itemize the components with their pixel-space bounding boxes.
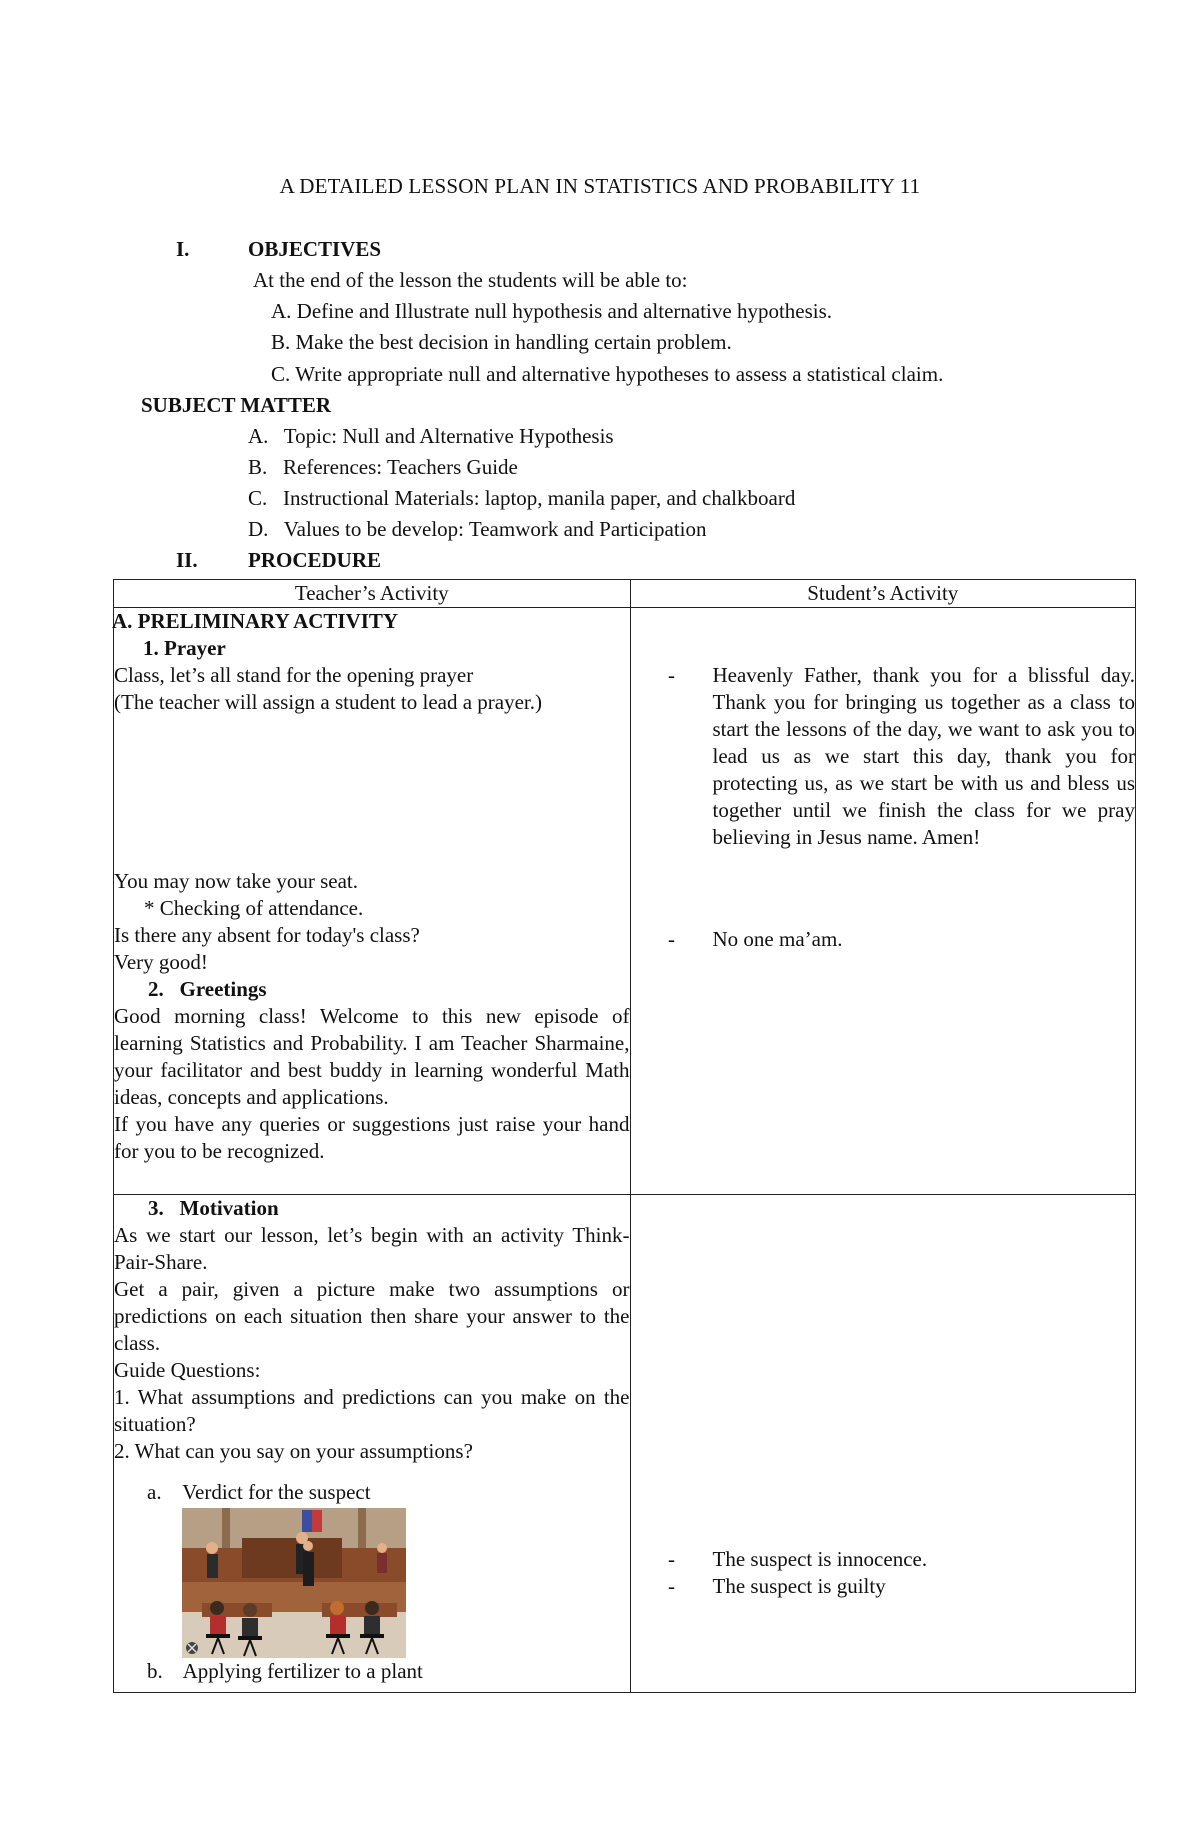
spacer [631, 608, 1136, 662]
subject-matter-item: C. Instructional Materials: laptop, manila paper, and chalkboard [248, 486, 796, 510]
subject-matter-heading: SUBJECT MATTER [141, 393, 332, 417]
prayer-instruction: Class, let’s all stand for the opening prayer [114, 663, 474, 687]
student-response [631, 662, 1136, 851]
subject-matter-item: A. Topic: Null and Alternative Hypothesis [248, 424, 614, 448]
dash-bullet: - [668, 663, 675, 687]
subject-matter-item: B. References: Teachers Guide [248, 455, 518, 479]
student-response [631, 1573, 1136, 1600]
procedure-heading [176, 548, 381, 573]
objectives-intro: At the end of the lesson the students will be able to: [253, 268, 688, 292]
objective-item: C. Write appropriate null and alternative hypotheses to assess a statistical claim. [271, 362, 944, 386]
student-answer: The suspect is guilty [712, 1574, 886, 1598]
guide-questions-heading: Guide Questions: [114, 1358, 261, 1382]
spacer [631, 851, 1136, 926]
motivation-intro: As we start our lesson, let’s begin with an activity Think-Pair-Share. [114, 1223, 630, 1274]
greetings-text: Good morning class! Welcome to this new episode of learning Statistics and Probability. I am Teacher Sharmaine, your facilitator and best buddy in learning wonderful Math ideas, concepts and applications. [114, 1004, 630, 1109]
absent-question: Is there any absent for today's class? [114, 923, 420, 947]
student-answer: The suspect is innocence. [712, 1547, 928, 1571]
dash-bullet: - [668, 927, 675, 951]
objectives-heading [176, 237, 381, 262]
objective-item: B. Make the best decision in handling certain problem. [271, 330, 732, 354]
teacher-activity-cell [114, 1195, 631, 1693]
student-activity-cell [630, 608, 1136, 1195]
subject-matter-item: D. Values to be develop: Teamwork and Participation [248, 517, 707, 541]
attendance-line: * Checking of attendance. [144, 896, 364, 920]
student-activity-header: Student’s Activity [630, 580, 1136, 608]
procedure-numeral: II. [176, 548, 198, 572]
prayer-heading: 1. Prayer [143, 636, 226, 660]
greetings-heading: 2. Greetings [148, 977, 267, 1001]
very-good-remark: Very good! [114, 950, 208, 974]
objectives-numeral: I. [176, 237, 190, 261]
situation-b: b. Applying fertilizer to a plant [147, 1659, 423, 1683]
seat-instruction: You may now take your seat. [114, 869, 359, 893]
spacer [114, 716, 630, 868]
student-prayer: Heavenly Father, thank you for a blissful day. Thank you for bringing us together as a class to start the lessons of the day, we want to ask you to lead us as we start this day, thank you for protecting us, as we start be with us and bless us together until we finish the class for we pray believing in Jesus name. Amen! [712, 663, 1135, 849]
motivation-instructions: Get a pair, given a picture make two assumptions or predictions on each situation then share your answer to the class. [114, 1277, 630, 1355]
guide-question: 1. What assumptions and predictions can you make on the situation? [114, 1385, 630, 1436]
student-absent-reply: No one ma’am. [712, 927, 843, 951]
procedure-table [113, 579, 1136, 1693]
spacer [631, 1195, 1136, 1546]
table-header-row [114, 580, 1136, 608]
procedure-title: PROCEDURE [248, 548, 382, 572]
student-activity-cell [630, 1195, 1136, 1693]
teacher-activity-cell [114, 608, 631, 1195]
student-response [631, 926, 1136, 953]
prayer-note: (The teacher will assign a student to lead a prayer.) [114, 690, 542, 714]
objective-item: A. Define and Illustrate null hypothesis and alternative hypothesis. [271, 299, 833, 323]
dash-bullet: - [668, 1574, 675, 1598]
situation-a: a. Verdict for the suspect [147, 1480, 371, 1504]
courtroom-picture [182, 1508, 406, 1658]
table-row [114, 1195, 1136, 1693]
table-row [114, 608, 1136, 1195]
preliminary-activity-title: A. PRELIMINARY ACTIVITY [112, 609, 399, 633]
spacer [114, 1465, 630, 1479]
motivation-heading: 3. Motivation [148, 1196, 279, 1220]
document-title: A DETAILED LESSON PLAN IN STATISTICS AND PROBABILITY 11 [279, 174, 921, 198]
student-response [631, 1546, 1136, 1573]
teacher-activity-header: Teacher’s Activity [114, 580, 631, 608]
objectives-title: OBJECTIVES [248, 237, 382, 261]
dash-bullet: - [668, 1547, 675, 1571]
guide-question: 2. What can you say on your assumptions? [114, 1439, 473, 1463]
queries-text: If you have any queries or suggestions just raise your hand for you to be recognized. [114, 1112, 630, 1163]
